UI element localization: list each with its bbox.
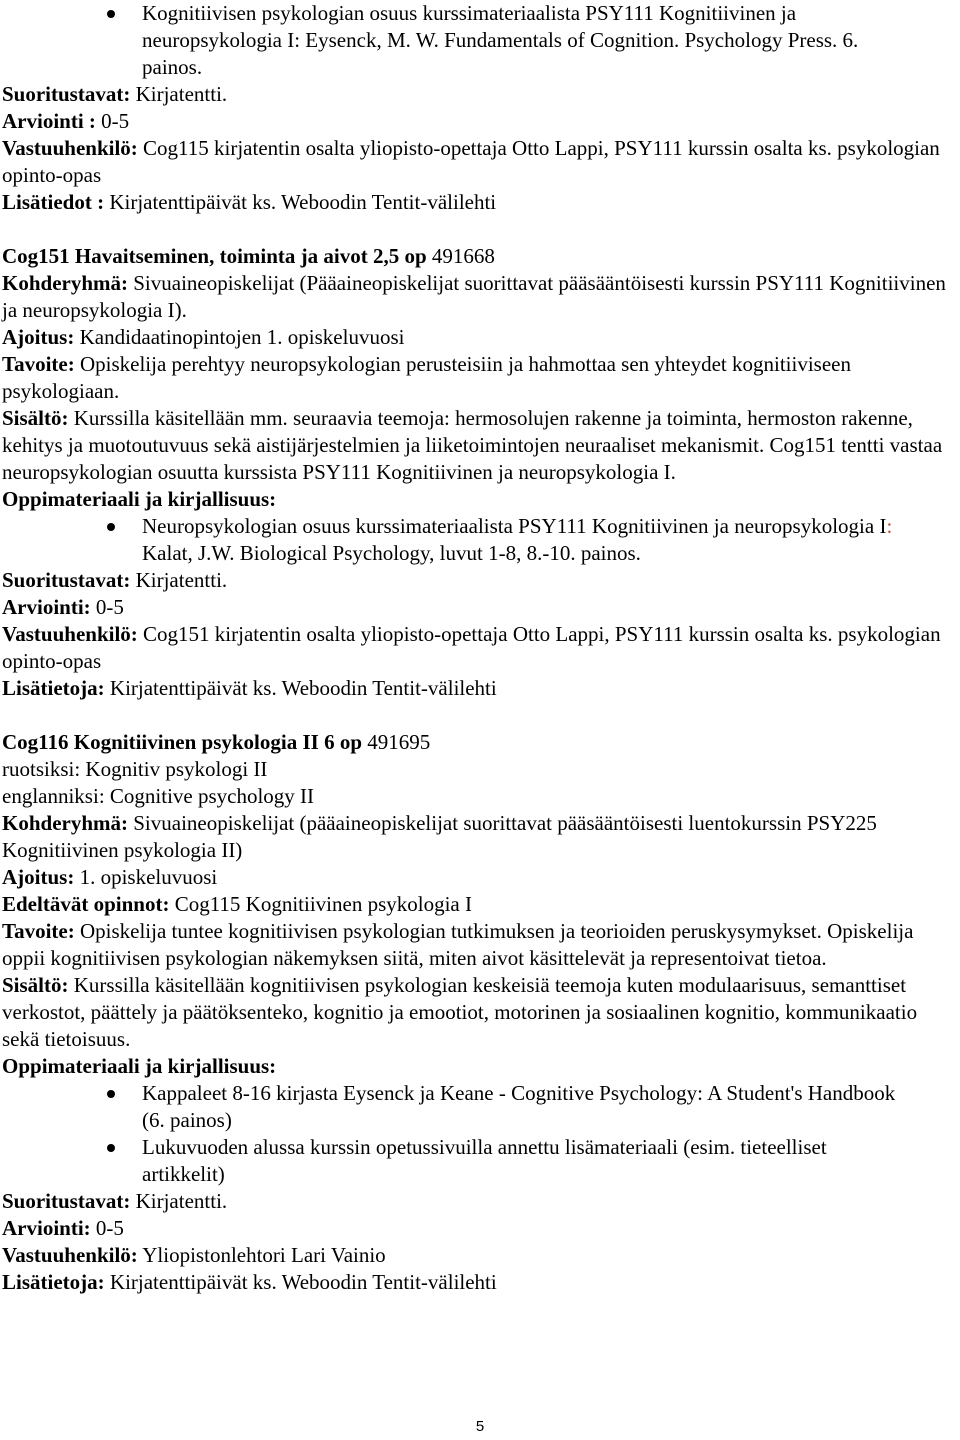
bullet-icon [107,10,115,18]
cog116-kohderyhma: Kohderyhmä: Sivuaineopiskelijat (pääaineopiskelijat suorittavat pääsääntöisesti luentokurssin PSY225 Kognitiivinen psykologia II) [2,811,877,862]
cog151-sisalto: Sisältö: Kurssilla käsitellään mm. seuraavia teemoja: hermosolujen rakenne ja toiminta, hermoston rakenne, kehitys ja muotoutuvuus sekä aistijärjestelmien ja liiketoimintojen neuraaliset mekanismit. Cog151 tentti vastaa neuropsykologian osuutta kurssista PSY111 Kognitiivinen ja neuropsykologia I. [2,406,943,484]
cog116-englanniksi: englanniksi: Cognitive psychology II [2,784,315,808]
cog151-suoritustavat: Suoritustavat: Kirjatentti. [2,568,228,592]
prev-literature-list [0,0,960,81]
cog151-tavoite: Tavoite: Opiskelija perehtyy neuropsykologian perusteisiin ja hahmottaa sen yhteydet kognitiiviseen psykologiaan. [2,352,851,403]
prev-vastuuhenkilo: Vastuuhenkilö: Cog115 kirjatentin osalta yliopisto-opettaja Otto Lappi, PSY111 kurssin osalta ks. psykologian opinto-opas [2,136,940,187]
cog116-lisatietoja: Lisätietoja: Kirjatenttipäivät ks. Weboodin Tentit-välilehti [2,1270,497,1294]
cog116-literature-list [0,1080,960,1188]
page-number: 5 [475,1418,485,1435]
cog116-edeltavat: Edeltävät opinnot: Cog115 Kognitiivinen psykologia I [2,892,472,916]
bullet-icon [107,1090,115,1098]
cog116-ajoitus: Ajoitus: 1. opiskeluvuosi [2,865,218,889]
list-item: Kognitiivisen psykologian osuus kurssimateriaalista PSY111 Kognitiivinen ja neuropsykologia I: Eysenck, M. W. Fundamentals of Cognition. Psychology Press. 6. painos. [0,0,902,81]
cog151-lisatietoja: Lisätietoja: Kirjatenttipäivät ks. Weboodin Tentit-välilehti [2,676,497,700]
bullet-icon [107,523,115,531]
cog116-ruotsiksi: ruotsiksi: Kognitiv psykologi II [2,757,268,781]
prev-arviointi: Arviointi : 0-5 [2,109,130,133]
list-item: Neuropsykologian osuus kurssimateriaalista PSY111 Kognitiivinen ja neuropsykologia I: Kalat, J.W. Biological Psychology, luvut 1-8, 8.-10. painos. [0,513,902,567]
cog151-heading: Cog151 Havaitseminen, toiminta ja aivot 2,5 op 491668 [2,244,495,268]
cog151-ajoitus: Ajoitus: Kandidaatinopintojen 1. opiskeluvuosi [2,325,405,349]
list-item: Lukuvuoden alussa kurssin opetussivuilla annettu lisämateriaali (esim. tieteelliset artikkelit) [0,1134,902,1188]
cog116-vastuuhenkilo: Vastuuhenkilö: Yliopistonlehtori Lari Vainio [2,1243,386,1267]
cog116-heading: Cog116 Kognitiivinen psykologia II 6 op 491695 [2,730,431,754]
prev-suoritustavat: Suoritustavat: Kirjatentti. [2,82,228,106]
cog151-arviointi: Arviointi: 0-5 [2,595,124,619]
cog151-vastuuhenkilo: Vastuuhenkilö: Cog151 kirjatentin osalta yliopisto-opettaja Otto Lappi, PSY111 kurssin osalta ks. psykologian opinto-opas [2,622,941,673]
list-item: Kappaleet 8-16 kirjasta Eysenck ja Keane - Cognitive Psychology: A Student's Handbook (6. painos) [0,1080,902,1134]
cog151-oppimateriaali-label: Oppimateriaali ja kirjallisuus: [2,487,277,511]
cog116-sisalto: Sisältö: Kurssilla käsitellään kognitiivisen psykologian keskeisiä teemoja kuten modulaarisuus, semanttiset verkostot, päättely ja päätöksenteko, kognitio ja emootiot, motorinen ja sosiaalinen kognitio, kommunikaatio sekä tietoisuus. [2,973,918,1051]
cog116-tavoite: Tavoite: Opiskelija tuntee kognitiivisen psykologian tutkimuksen ja teorioiden peruskysymykset. Opiskelija oppii kognitiivisen psykologian näkemyksen siitä, miten aivot käsittelevät ja representoivat tietoa. [2,919,914,970]
cog116-arviointi: Arviointi: 0-5 [2,1216,124,1240]
cog116-oppimateriaali-label: Oppimateriaali ja kirjallisuus: [2,1054,277,1078]
bullet-icon [107,1144,115,1152]
cog151-literature-list [0,513,960,567]
cog151-kohderyhma: Kohderyhmä: Sivuaineopiskelijat (Pääaineopiskelijat suorittavat pääsääntöisesti kurssin PSY111 Kognitiivinen ja neuropsykologia I). [2,271,946,322]
cog116-suoritustavat: Suoritustavat: Kirjatentti. [2,1189,228,1213]
prev-lisatiedot: Lisätiedot : Kirjatenttipäivät ks. Weboodin Tentit-välilehti [2,190,497,214]
